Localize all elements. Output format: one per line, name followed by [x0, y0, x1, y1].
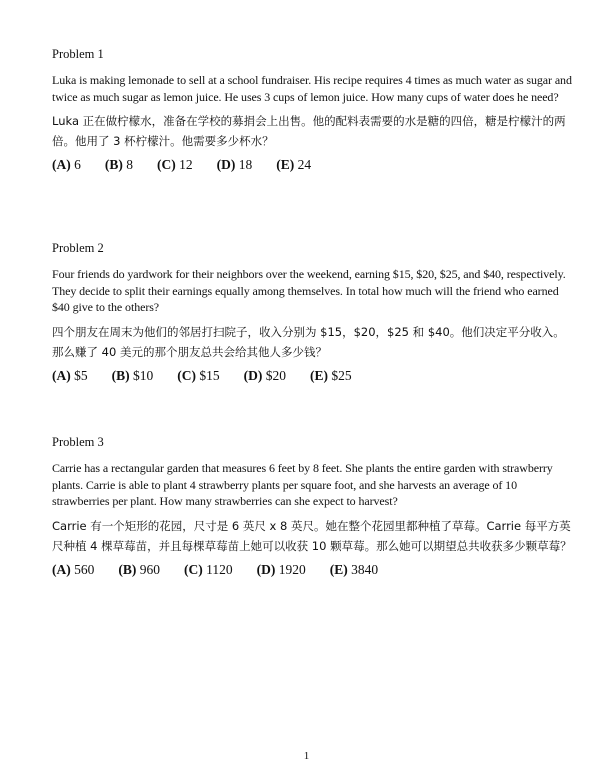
choice-d — [217, 155, 253, 175]
choice-d — [257, 560, 306, 580]
problem-chinese-text: 四个朋友在周末为他们的邻居打扫院子，收入分别为 $15，$20，$25 和 $40。他们决定平分收入。那么赚了 40 美元的那个朋友总共会给其他人多少钱？ — [52, 324, 565, 359]
choice-a — [52, 155, 81, 175]
choice-value: $20 — [265, 367, 286, 383]
choice-value: $5 — [74, 367, 88, 383]
choice-value: 1920 — [278, 561, 306, 577]
answer-choices — [52, 560, 572, 580]
choice-b — [105, 155, 133, 175]
problem-heading: Problem 3 — [52, 435, 104, 449]
problem-1 — [52, 46, 572, 175]
choice-value: 24 — [297, 157, 312, 172]
problem-english-text: Luka is making lemonade to sell at a school fundraiser. His recipe requires 4 times as much water as sugar and twice as much sugar as lemon juice. He uses 3 cups of lemon juice. How many cups of water does he need? — [52, 73, 572, 104]
choice-value: 1120 — [206, 561, 233, 577]
choice-letter: (A) — [52, 157, 71, 172]
choice-value: 6 — [74, 157, 81, 172]
choice-a — [52, 366, 88, 386]
choice-e — [330, 560, 378, 580]
choice-letter: (A) — [52, 561, 71, 577]
choice-value: $10 — [133, 367, 154, 383]
choice-letter: (C) — [157, 157, 176, 172]
choice-value: 18 — [238, 157, 253, 172]
choice-value: 3840 — [351, 561, 379, 577]
problem-chinese-text: Luka 正在做柠檬水，准备在学校的募捐会上出售。他的配料表需要的水是糖的四倍，糖是柠檬汁的两倍。他用了 3 杯柠檬汁。他需要多少杯水？ — [52, 114, 566, 148]
choice-letter: (C) — [177, 367, 196, 383]
choice-c — [177, 366, 219, 386]
choice-letter: (D) — [243, 367, 263, 383]
problem-english-text: Four friends do yardwork for their neighbors over the weekend, earning $15, $20, $25, and $40, respectively. They decide to split their earnings equally among themselves. In total how much will the friend who earned $40 give to the others? — [52, 267, 566, 314]
choice-letter: (E) — [276, 157, 295, 172]
choice-e — [310, 366, 352, 386]
choice-a — [52, 560, 94, 580]
choice-value: 560 — [74, 561, 95, 577]
choice-e — [276, 155, 311, 175]
problem-3 — [52, 434, 572, 580]
choice-letter: (C) — [184, 561, 203, 577]
choice-value: 12 — [179, 157, 193, 172]
choice-letter: (E) — [310, 367, 328, 383]
choice-b — [118, 560, 160, 580]
choice-value: $15 — [199, 367, 220, 383]
choice-value: 8 — [126, 157, 133, 172]
choice-letter: (D) — [216, 157, 236, 172]
choice-letter: (B) — [118, 561, 137, 577]
page-number: 1 — [303, 750, 310, 762]
choice-d — [244, 366, 286, 386]
problem-heading: Problem 1 — [52, 47, 104, 61]
choice-c — [184, 560, 233, 580]
choice-b — [112, 366, 154, 386]
choice-value: 960 — [139, 561, 160, 577]
problem-chinese-text: Carrie 有一个矩形的花园，尺寸是 6 英尺 x 8 英尺。她在整个花园里都种植了草莓。Carrie 每平方英尺种植 4 棵草莓苗，并且每棵草莓苗上她可以收获 10 颗草莓。那么她可以期望总共收获多少颗草莓？ — [52, 518, 572, 553]
answer-choices — [52, 366, 572, 386]
choice-c — [157, 155, 193, 175]
choice-letter: (B) — [111, 367, 130, 383]
problem-heading: Problem 2 — [52, 241, 104, 255]
choice-letter: (E) — [329, 561, 348, 577]
problem-english-text: Carrie has a rectangular garden that measures 6 feet by 8 feet. She plants the entire garden with strawberry plants. Carrie is able to plant 4 strawberry plants per square foot, and she harvests an average of 10 strawberries per plant. How many strawberries can she expect to harvest? — [52, 461, 553, 508]
choice-letter: (A) — [52, 367, 71, 383]
problem-2 — [52, 240, 572, 386]
choice-letter: (D) — [256, 561, 276, 577]
answer-choices — [52, 155, 572, 175]
choice-value: $25 — [331, 367, 352, 383]
choice-letter: (B) — [104, 157, 123, 172]
